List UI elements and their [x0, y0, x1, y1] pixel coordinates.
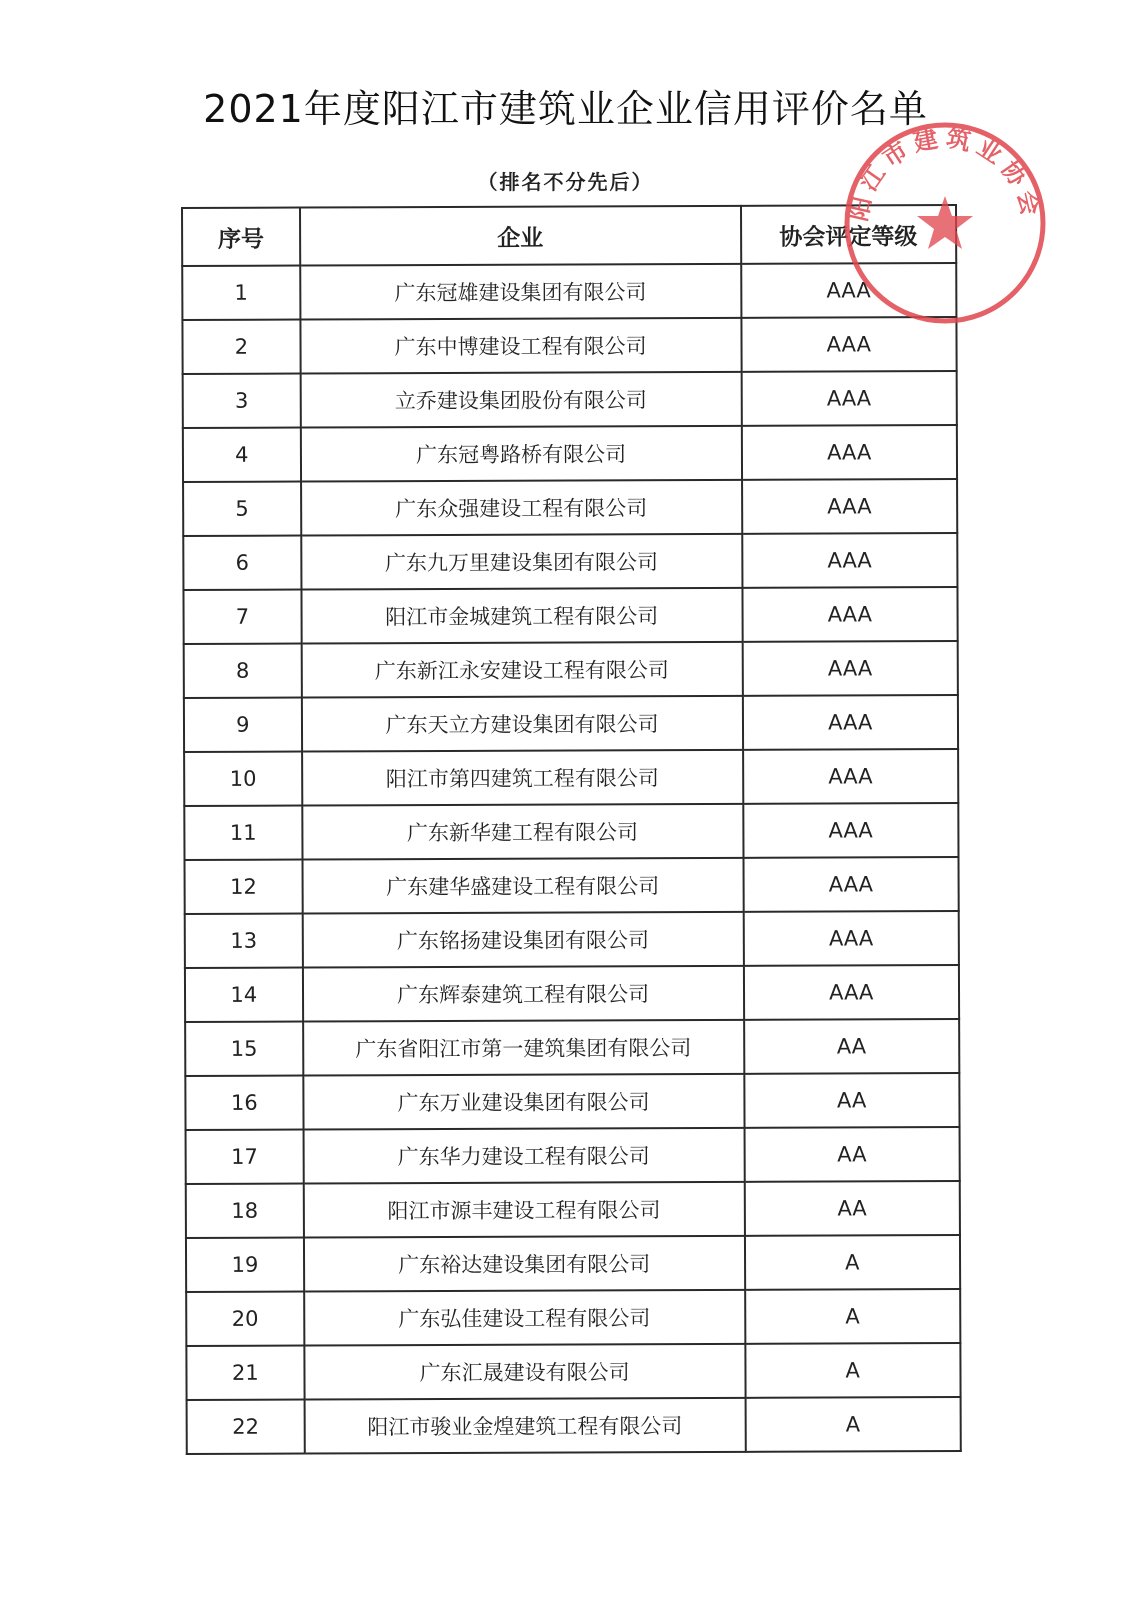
- row-grade: AAA: [743, 911, 959, 966]
- row-company: 广东省阳江市第一建筑集团有限公司: [303, 1020, 744, 1076]
- row-company: 广东裕达建设集团有限公司: [304, 1236, 745, 1292]
- table-row: [186, 1289, 960, 1346]
- row-company: 广东众强建设工程有限公司: [301, 480, 742, 536]
- table-row: [185, 1019, 959, 1076]
- row-grade: AAA: [743, 803, 959, 858]
- credit-rating-table: [181, 204, 962, 1455]
- row-index: 19: [186, 1238, 304, 1292]
- row-index: 20: [186, 1292, 304, 1346]
- header-grade: 协会评定等级: [740, 205, 956, 264]
- row-company: 立乔建设集团股份有限公司: [300, 372, 741, 428]
- row-company: 阳江市金城建筑工程有限公司: [301, 588, 742, 644]
- document-title: 2021年度阳江市建筑业企业信用评价名单: [203, 87, 928, 131]
- table-row: [185, 911, 959, 968]
- row-company: 阳江市源丰建设工程有限公司: [303, 1182, 744, 1238]
- row-index: 13: [185, 914, 303, 968]
- row-grade: A: [744, 1235, 960, 1290]
- row-grade: AAA: [743, 749, 959, 804]
- row-company: 广东新江永安建设工程有限公司: [301, 642, 742, 698]
- table-row: [184, 749, 958, 806]
- table-row: [182, 263, 956, 320]
- row-grade: A: [745, 1289, 961, 1344]
- table-row: [186, 1181, 960, 1238]
- table-row: [182, 317, 956, 374]
- seal-text: 阳江市建筑业协会: [843, 122, 1047, 224]
- table-row: [183, 425, 957, 482]
- table-row: [184, 641, 958, 698]
- row-index: 14: [185, 968, 303, 1022]
- row-grade: AAA: [742, 533, 958, 588]
- table-row: [183, 479, 957, 536]
- table-row: [185, 965, 959, 1022]
- row-grade: AAA: [741, 425, 957, 480]
- row-index: 12: [185, 860, 303, 914]
- row-grade: AA: [744, 1127, 960, 1182]
- row-grade: AAA: [742, 479, 958, 534]
- row-index: 5: [183, 482, 301, 536]
- row-company: 广东铭扬建设集团有限公司: [302, 912, 743, 968]
- row-company: 阳江市第四建筑工程有限公司: [302, 750, 743, 806]
- row-grade: AAA: [741, 317, 957, 372]
- document-subtitle: （排名不分先后）: [477, 170, 654, 194]
- row-company: 广东冠粤路桥有限公司: [301, 426, 742, 482]
- row-index: 2: [182, 320, 300, 374]
- table-row: [186, 1127, 960, 1184]
- table-header-row: [182, 205, 956, 266]
- row-index: 22: [187, 1400, 305, 1454]
- row-grade: AAA: [743, 857, 959, 912]
- row-company: 广东华力建设工程有限公司: [303, 1128, 744, 1184]
- table-row: [185, 857, 959, 914]
- row-grade: AAA: [741, 371, 957, 426]
- table-row: [185, 1073, 959, 1130]
- row-grade: AA: [744, 1181, 960, 1236]
- header-index: 序号: [182, 208, 300, 266]
- table-row: [183, 587, 957, 644]
- row-index: 16: [185, 1076, 303, 1130]
- table-row: [186, 1343, 960, 1400]
- row-grade: AA: [744, 1019, 960, 1074]
- row-company: 广东九万里建设集团有限公司: [301, 534, 742, 590]
- row-index: 3: [183, 374, 301, 428]
- table-row: [186, 1235, 960, 1292]
- table-row: [184, 803, 958, 860]
- row-index: 9: [184, 698, 302, 752]
- row-grade: AAA: [743, 965, 959, 1020]
- row-index: 4: [183, 428, 301, 482]
- table-row: [187, 1397, 961, 1454]
- row-grade: A: [745, 1343, 961, 1398]
- row-index: 7: [183, 590, 301, 644]
- row-grade: AA: [744, 1073, 960, 1128]
- row-company: 广东冠雄建设集团有限公司: [300, 264, 741, 320]
- row-grade: A: [745, 1397, 961, 1452]
- row-index: 15: [185, 1022, 303, 1076]
- row-company: 广东辉泰建筑工程有限公司: [303, 966, 744, 1022]
- table-row: [184, 695, 958, 752]
- row-index: 17: [186, 1130, 304, 1184]
- table-row: [183, 533, 957, 590]
- row-index: 8: [184, 644, 302, 698]
- row-company: 广东中博建设工程有限公司: [300, 318, 741, 374]
- row-company: 广东建华盛建设工程有限公司: [302, 858, 743, 914]
- row-index: 1: [182, 266, 300, 320]
- row-index: 18: [186, 1184, 304, 1238]
- header-company: 企业: [300, 206, 741, 266]
- row-company: 广东天立方建设集团有限公司: [302, 696, 743, 752]
- row-company: 广东汇晟建设有限公司: [304, 1344, 745, 1400]
- row-index: 10: [184, 752, 302, 806]
- row-company: 广东弘佳建设工程有限公司: [304, 1290, 745, 1346]
- row-company: 广东新华建工程有限公司: [302, 804, 743, 860]
- row-index: 11: [184, 806, 302, 860]
- table-row: [183, 371, 957, 428]
- row-index: 21: [186, 1346, 304, 1400]
- row-grade: AAA: [741, 263, 957, 318]
- row-company: 阳江市骏业金煌建筑工程有限公司: [304, 1398, 745, 1454]
- row-grade: AAA: [742, 587, 958, 642]
- row-grade: AAA: [742, 695, 958, 750]
- row-grade: AAA: [742, 641, 958, 696]
- row-company: 广东万业建设集团有限公司: [303, 1074, 744, 1130]
- row-index: 6: [183, 536, 301, 590]
